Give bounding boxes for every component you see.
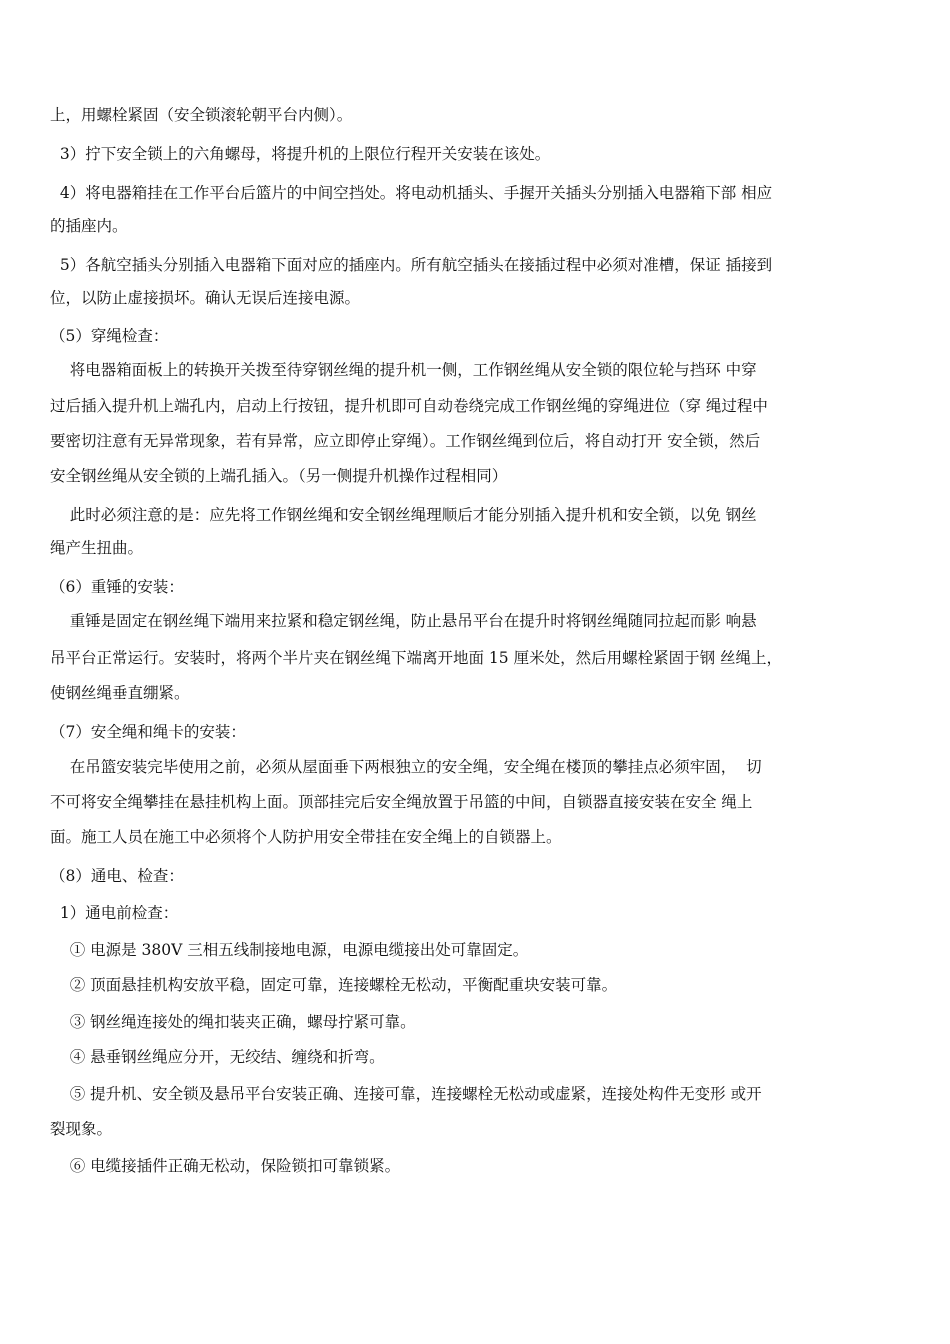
text-line-20: 不可将安全绳攀挂在悬挂机构上面。顶部挂完后安全绳放置于吊篮的中间，自锁器直接安装在安全 绳上 bbox=[50, 793, 753, 811]
section-heading-8: （8）通电、检查： bbox=[50, 867, 184, 885]
text-line-11: 安全钢丝绳从安全锁的上端孔插入。（另一侧提升机操作过程相同） bbox=[50, 467, 508, 485]
list-item-4: ④ 悬垂钢丝绳应分开，无绞结、缠绕和折弯。 bbox=[50, 1048, 385, 1066]
text-line-1: 上，用螺栓紧固（安全锁滚轮朝平台内侧）。 bbox=[50, 106, 353, 124]
section-heading-6: （6）重锤的安装： bbox=[50, 578, 184, 596]
section-heading-5: （5）穿绳检查： bbox=[50, 327, 169, 345]
list-item-2: ② 顶面悬挂机构安放平稳，固定可靠，连接螺栓无松动，平衡配重块安装可靠。 bbox=[50, 976, 618, 994]
text-line-2: 3）拧下安全锁上的六角螺母，将提升机的上限位行程开关安装在该处。 bbox=[50, 145, 551, 163]
list-item-5-cont: 裂现象。 bbox=[50, 1120, 113, 1138]
list-item-3: ③ 钢丝绳连接处的绳扣装夹正确，螺母拧紧可靠。 bbox=[50, 1013, 416, 1031]
text-line-10: 要密切注意有无异常现象，若有异常，应立即停止穿绳）。工作钢丝绳到位后，将自动打开 安全锁，然后 bbox=[50, 432, 761, 450]
text-line-12: 此时必须注意的是：应先将工作钢丝绳和安全钢丝绳理顺后才能分别插入提升机和安全锁，以免 钢丝 bbox=[50, 506, 757, 524]
text-line-16: 吊平台正常运行。安装时，将两个半片夹在钢丝绳下端离开地面 15 厘米处，然后用螺栓紧固于钢 丝绳上， bbox=[50, 649, 783, 667]
text-line-13: 绳产生扭曲。 bbox=[50, 539, 144, 557]
text-line-4: 的插座内。 bbox=[50, 217, 128, 235]
text-line-19: 在吊篮安装完毕使用之前，必须从屋面垂下两根独立的安全绳，安全绳在楼顶的攀挂点必须牢固， 切 bbox=[50, 758, 762, 776]
text-line-21: 面。施工人员在施工中必须将个人防护用安全带挂在安全绳上的自锁器上。 bbox=[50, 828, 562, 846]
text-line-6: 位，以防止虚接损坏。确认无误后连接电源。 bbox=[50, 289, 361, 307]
text-line-17: 使钢丝绳垂直绷紧。 bbox=[50, 684, 190, 702]
text-line-3: 4）将电器箱挂在工作平台后篮片的中间空挡处。将电动机插头、手握开关插头分别插入电器箱下部 相应 bbox=[50, 184, 773, 202]
text-line-9: 过后插入提升机上端孔内，启动上行按钮，提升机即可自动卷绕完成工作钢丝绳的穿绳进位（穿 绳过程中 bbox=[50, 397, 768, 415]
text-line-8: 将电器箱面板上的转换开关拨至待穿钢丝绳的提升机一侧，工作钢丝绳从安全锁的限位轮与挡环 中穿 bbox=[50, 361, 757, 379]
list-item-1: ① 电源是 380V 三相五线制接地电源，电源电缆接出处可靠固定。 bbox=[50, 941, 529, 959]
list-item-5: ⑤ 提升机、安全锁及悬吊平台安装正确、连接可靠，连接螺栓无松动或虚紧，连接处构件无变形 或开 bbox=[50, 1085, 762, 1103]
list-item-6: ⑥ 电缆接插件正确无松动，保险锁扣可靠锁紧。 bbox=[50, 1157, 401, 1175]
text-line-15: 重锤是固定在钢丝绳下端用来拉紧和稳定钢丝绳，防止悬吊平台在提升时将钢丝绳随同拉起而影 响悬 bbox=[50, 612, 757, 630]
section-heading-7: （7）安全绳和绳卡的安装： bbox=[50, 723, 246, 741]
text-line-5: 5）各航空插头分别插入电器箱下面对应的插座内。所有航空插头在接插过程中必须对准槽，保证 插接到 bbox=[50, 256, 773, 274]
subheading-1: 1）通电前检查： bbox=[50, 904, 179, 922]
